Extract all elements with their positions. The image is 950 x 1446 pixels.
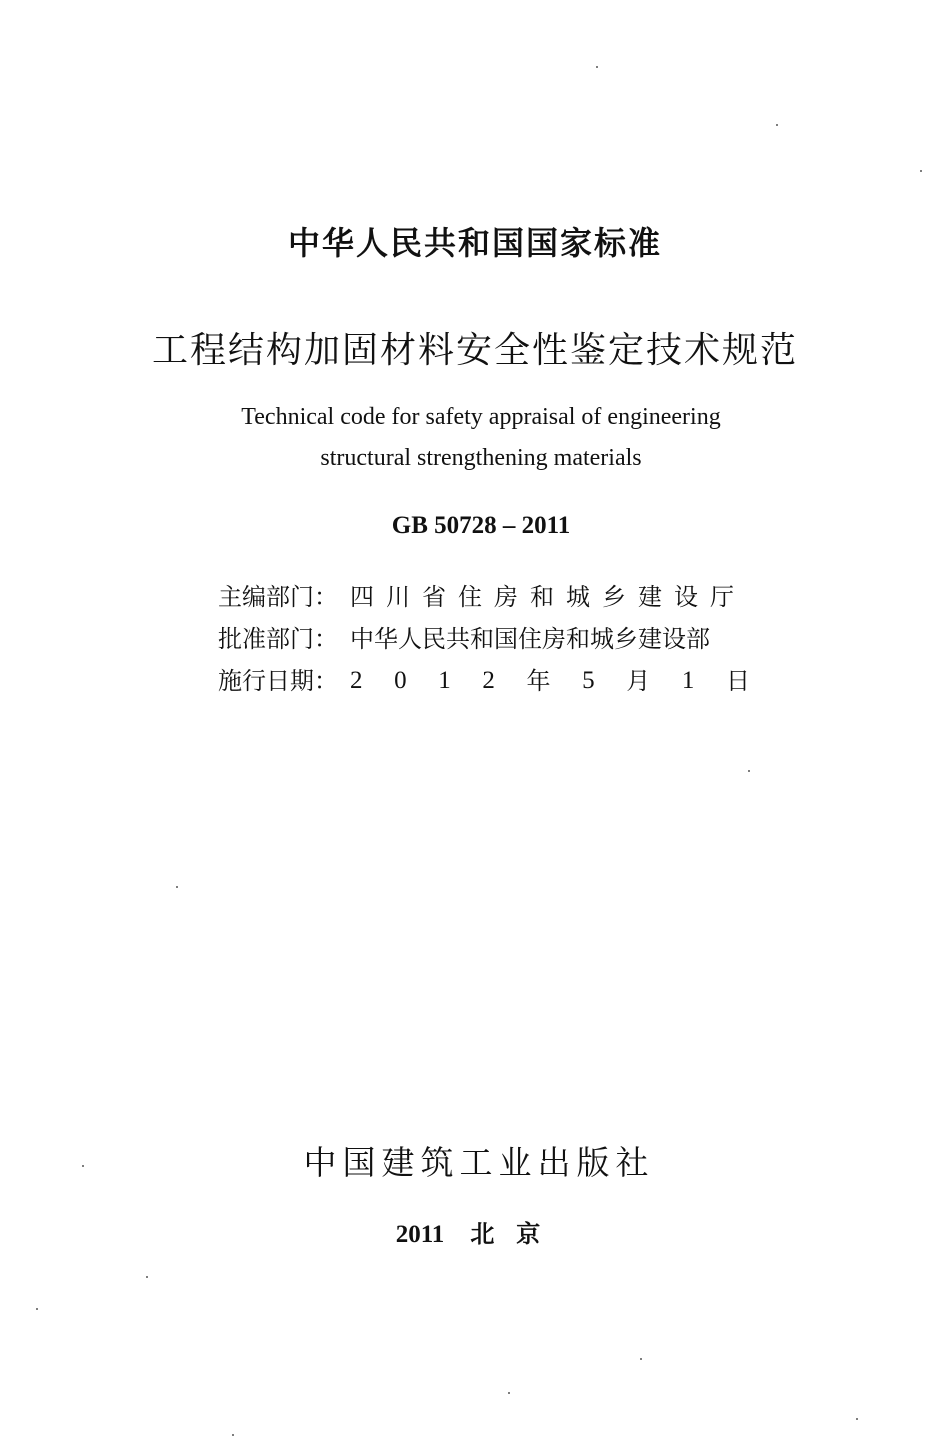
date-digit: 2 xyxy=(350,667,363,694)
approval-row xyxy=(218,618,758,660)
english-title-line-2: structural strengthening materials xyxy=(320,445,642,471)
approval-value: 中华人民共和国住房和城乡建设部 xyxy=(350,625,710,653)
scan-speck xyxy=(176,886,178,888)
effective-date-row xyxy=(218,660,758,702)
scan-speck xyxy=(596,66,598,68)
chief-editor-value: 四川省住房和城乡建设厅 xyxy=(350,583,746,611)
document-main-title: 工程结构加固材料安全性鉴定技术规范 xyxy=(151,330,798,371)
publication-year-city xyxy=(4,1214,950,1249)
date-digit: 1 xyxy=(438,667,451,694)
scan-speck xyxy=(508,1392,510,1394)
standard-code-number: GB 50728 – 2011 xyxy=(391,512,571,539)
date-month-char: 月 xyxy=(626,667,651,695)
chief-editor-label: 主编部门： xyxy=(218,583,338,611)
publication-year: 2011 xyxy=(395,1221,445,1248)
info-block xyxy=(218,576,758,702)
scan-speck xyxy=(920,170,922,172)
effective-date-label: 施行日期： xyxy=(218,667,338,695)
date-digit: 0 xyxy=(394,667,407,694)
english-title-line-1: Technical code for safety appraisal of engineering xyxy=(241,404,721,430)
effective-date-value xyxy=(350,660,750,702)
date-day-char: 日 xyxy=(726,667,750,695)
scan-speck xyxy=(232,1434,234,1436)
approval-label: 批准部门： xyxy=(218,625,338,653)
standard-series-title: 中华人民共和国国家标准 xyxy=(287,224,662,262)
date-digit: 5 xyxy=(582,667,595,694)
date-digit: 1 xyxy=(681,667,695,694)
publisher-name: 中国建筑工业出版社 xyxy=(303,1143,655,1182)
scan-speck xyxy=(640,1358,642,1360)
scan-speck xyxy=(856,1418,858,1420)
scan-speck xyxy=(82,1165,84,1167)
scan-speck xyxy=(146,1276,148,1278)
date-year-char: 年 xyxy=(526,667,551,695)
publication-city: 北京 xyxy=(470,1220,563,1248)
date-digit: 2 xyxy=(482,667,495,694)
scan-speck xyxy=(776,124,778,126)
scan-speck xyxy=(748,770,750,772)
chief-editor-row xyxy=(218,576,758,618)
scan-speck xyxy=(36,1308,38,1310)
